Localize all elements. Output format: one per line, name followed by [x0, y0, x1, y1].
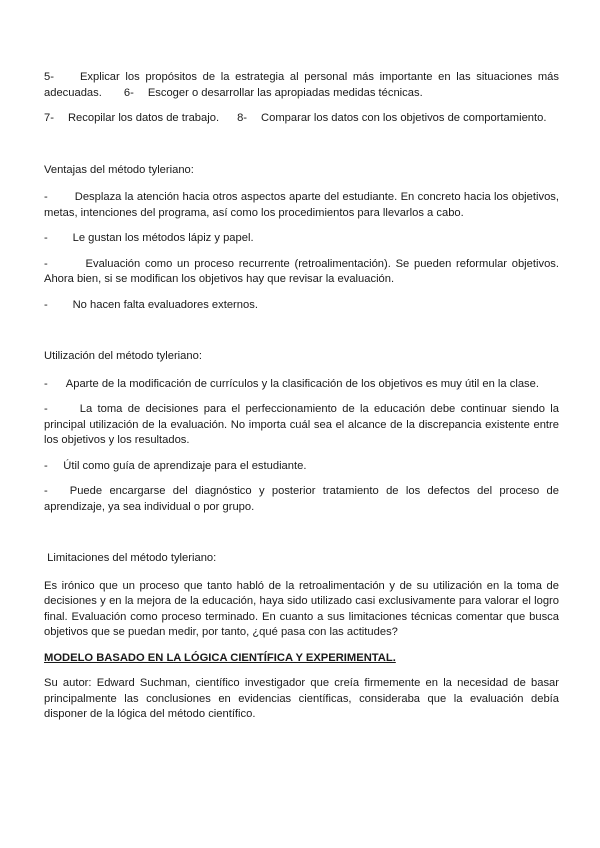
step-5-text-a: Explicar los propósitos de la estrategia al personal más importante en las situaciones más [79, 71, 559, 83]
step-5-number: 5- [44, 71, 54, 83]
step-7-text: Recopilar los datos de trabajo. [67, 112, 220, 124]
modelo-title: MODELO BASADO EN LA LÓGICA CIENTÍFICA Y EXPERIMENTAL. [44, 651, 396, 664]
utilizacion-heading: Utilización del método tyleriano: [44, 350, 202, 362]
utilizacion-item-2: - La toma de decisiones para el perfeccionamiento de la educación debe continuar siendo la principal utilización de la evaluación. No importa cuál sea el alcance de la discrepancia existente entre los objetivos y los resultados. [44, 403, 563, 446]
utilizacion-item-4: - Puede encargarse del diagnóstico y posterior tratamiento de los defectos del proceso de aprendizaje, ya sea individual o por grupo. [44, 485, 563, 513]
steps-5-6-paragraph [44, 70, 559, 101]
step-8-number: 8- [237, 112, 248, 124]
step-8-text: Comparar los datos con los objetivos de comportamiento. [261, 112, 547, 124]
step-7-number: 7- [44, 112, 54, 124]
ventajas-item-2: - Le gustan los métodos lápiz y papel. [44, 232, 254, 244]
ventajas-item-4: - No hacen falta evaluadores externos. [44, 298, 258, 311]
limitaciones-heading: Limitaciones del método tyleriano: [44, 552, 217, 564]
step-6-number: 6- [123, 86, 134, 99]
ventajas-item-1: - Desplaza la atención hacia otros aspectos aparte del estudiante. En concreto hacia los objetivos, metas, intenciones del programa, así como los procedimientos para llevarlos a cabo. [44, 191, 563, 219]
utilizacion-item-1: - Aparte de la modificación de currículos y la clasificación de los objetivos es muy útil en la clase. [44, 377, 539, 390]
modelo-text: Su autor: Edward Suchman, científico investigador que creía firmemente en la necesidad de basar principalmente las conclusiones en evidencias científicas, consideraba que la evaluación debía disponer de la lógica del método científico. [44, 677, 559, 720]
ventajas-item-3: - Evaluación como un proceso recurrente (retroalimentación). Se pueden reformular objetivos. Ahora bien, si se modifican los objetivos hay que revisar la evaluación. [44, 257, 562, 285]
steps-7-8-paragraph [44, 111, 559, 127]
ventajas-heading: Ventajas del método tyleriano: [44, 163, 194, 176]
document-page [44, 70, 563, 733]
step-6-text: Escoger o desarrollar las apropiadas medidas técnicas. [147, 86, 423, 99]
utilizacion-item-3: - Útil como guía de aprendizaje para el estudiante. [44, 459, 307, 472]
limitaciones-text: Es irónico que un proceso que tanto habló de la retroalimentación y de su utilización en la toma de decisiones y en la mejora de la educación, haya sido utilizado casi exclusivamente para valorar el logro final. Evaluación como proceso terminado. En cuanto a sus limitaciones técnicas comentar que busca objetivos que se puedan medir, por tanto, ¿qué pasa con las actitudes? [44, 579, 559, 638]
step-5-text-b: adecuadas. [44, 86, 102, 99]
